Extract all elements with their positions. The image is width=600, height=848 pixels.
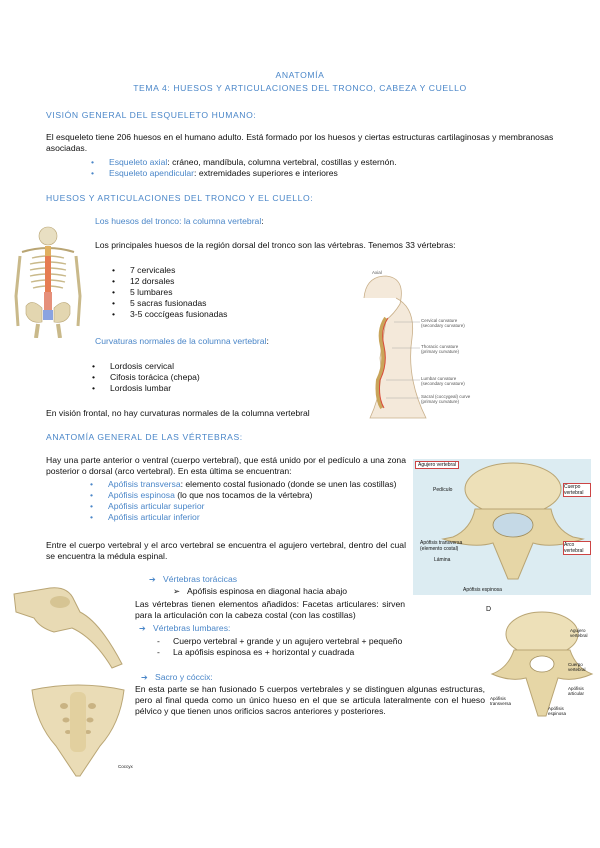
figure-label: Lumbar curvature (secondary curvature)	[421, 376, 465, 386]
list-item: - Cuerpo vertebral + grande y un agujero vertebral + pequeño	[173, 636, 402, 647]
figure-label: Thoracic curvature (primary curvature)	[421, 344, 460, 354]
list-item: • 5 lumbares	[130, 287, 227, 298]
figure-label: Apófisis espinosa	[463, 587, 502, 593]
figure-label: Agujero vertebral	[415, 461, 459, 469]
curves-list	[110, 361, 200, 394]
list-item: • 7 cervicales	[130, 265, 227, 276]
lumbar-heading: ➔ Vértebras lumbares:	[153, 623, 230, 634]
list-item: • Apófisis transversa: elemento costal fusionado (donde se unen las costillas)	[108, 479, 406, 490]
paragraph-skeleton: El esqueleto tiene 206 huesos en el humano adulto. Está formado por los huesos y ciertas estructuras cartilaginosas y membranosas asociadas.	[46, 132, 554, 153]
page-subtitle: TEMA 4: HUESOS Y ARTICULACIONES DEL TRONCO, CABEZA Y CUELLO	[133, 83, 467, 93]
figure-label: D	[486, 606, 492, 613]
figure-label: Apófisis transversa (elemento costal)	[420, 540, 463, 552]
list-item: • 3-5 coccígeas fusionadas	[130, 309, 227, 320]
figure-label: Apófisis espinosa	[548, 706, 567, 716]
figure-label: Cuerpo vertebral	[568, 662, 586, 672]
list-item: • 5 sacras fusionadas	[130, 298, 227, 309]
paragraph-thoracic: Las vértebras tienen elementos añadidos: Facetas articulares: sirven para la articulación con la cabeza costal (con las costillas)	[135, 599, 405, 620]
list-item: • Esqueleto apendicular: extremidades superiores e interiores	[109, 168, 397, 179]
list-item: • Lordosis cervical	[110, 361, 200, 372]
vertebrae-list	[130, 265, 227, 320]
section-heading-trunk: HUESOS Y ARTICULACIONES DEL TRONCO Y EL CUELLO:	[46, 193, 314, 203]
thoracic-vertebra-figure	[10, 582, 130, 670]
page-title: ANATOMÍA	[275, 70, 325, 80]
thoracic-heading: ➔ Vértebras torácicas	[163, 574, 237, 585]
list-item: • Lordosis lumbar	[110, 383, 200, 394]
list-item: • 12 dorsales	[130, 276, 227, 287]
figure-label: Apófisis transversa	[490, 696, 512, 706]
section-heading-skeleton: VISIÓN GENERAL DEL ESQUELETO HUMANO:	[46, 110, 257, 120]
skeleton-back-illustration	[12, 226, 82, 338]
subheading-curves: Curvaturas normales de la columna vertebral:	[95, 336, 269, 346]
section-heading-vertebrae: ANATOMÍA GENERAL DE LAS VÉRTEBRAS:	[46, 432, 243, 442]
list-item: • Apófisis articular inferior	[108, 512, 406, 523]
list-item: • Apófisis articular superior	[108, 501, 406, 512]
list-item: • Apófisis espinosa (lo que nos tocamos de la vértebra)	[108, 490, 406, 501]
vertebra-figure	[413, 459, 591, 595]
paragraph-frontal: En visión frontal, no hay curvaturas normales de la columna vertebral	[46, 408, 310, 418]
figure-label: Coccyx	[118, 764, 133, 769]
figure-label: Lámina	[434, 557, 451, 563]
paragraph-foramen: Entre el cuerpo vertebral y el arco vertebral se encuentra el agujero vertebral, dentro del cual se encuentra la médula espinal.	[46, 540, 406, 561]
figure-label: Apófisis articular	[568, 686, 585, 696]
lumbar-list	[173, 636, 402, 658]
thoracic-point: ➢ Apófisis espinosa en diagonal hacia abajo	[187, 586, 347, 597]
subheading-spine: Los huesos del tronco: la columna vertebral:	[95, 216, 264, 226]
list-item: • Cifosis torácica (chepa)	[110, 372, 200, 383]
figure-label: Pedículo	[433, 487, 453, 493]
paragraph-sacrum: En esta parte se han fusionado 5 cuerpos vertebrales y se distinguen algunas estructuras, pero al final queda como un único hueso en el que se articula lateralmente con el hueso pélvico y que tienen unos orificios sacros anteriores y posteriores.	[135, 684, 485, 716]
figure-label: Sacral (coccygeal) curve (primary curvature)	[421, 394, 471, 404]
list-item: - La apófisis espinosa es + horizontal y cuadrada	[173, 647, 402, 658]
figure-label: Cervical curvature (secondary curvature)	[421, 318, 465, 328]
figure-label: Arco vertebral	[563, 541, 591, 555]
figure-label: Agujero vertebral	[570, 628, 588, 638]
sacrum-figure	[24, 684, 132, 778]
figure-label: Cuerpo vertebral	[563, 483, 591, 497]
paragraph-vertebra-parts: Hay una parte anterior o ventral (cuerpo vertebral), que está unido por el pedículo a una zona posterior o dorsal (arco vertebral). En esta última se encuentran:	[46, 455, 406, 476]
sacrum-heading: ➔ Sacro y cóccix:	[155, 672, 213, 683]
figure-label: Axial	[372, 270, 382, 275]
list-item: • Esqueleto axial: cráneo, mandíbula, columna vertebral, costillas y esternón.	[109, 157, 397, 168]
paragraph-vertebrae: Los principales huesos de la región dorsal del tronco son las vértebras. Tenemos 33 vértebras:	[95, 240, 456, 250]
vertebra-parts-list	[108, 479, 406, 523]
skeleton-list	[109, 157, 397, 179]
